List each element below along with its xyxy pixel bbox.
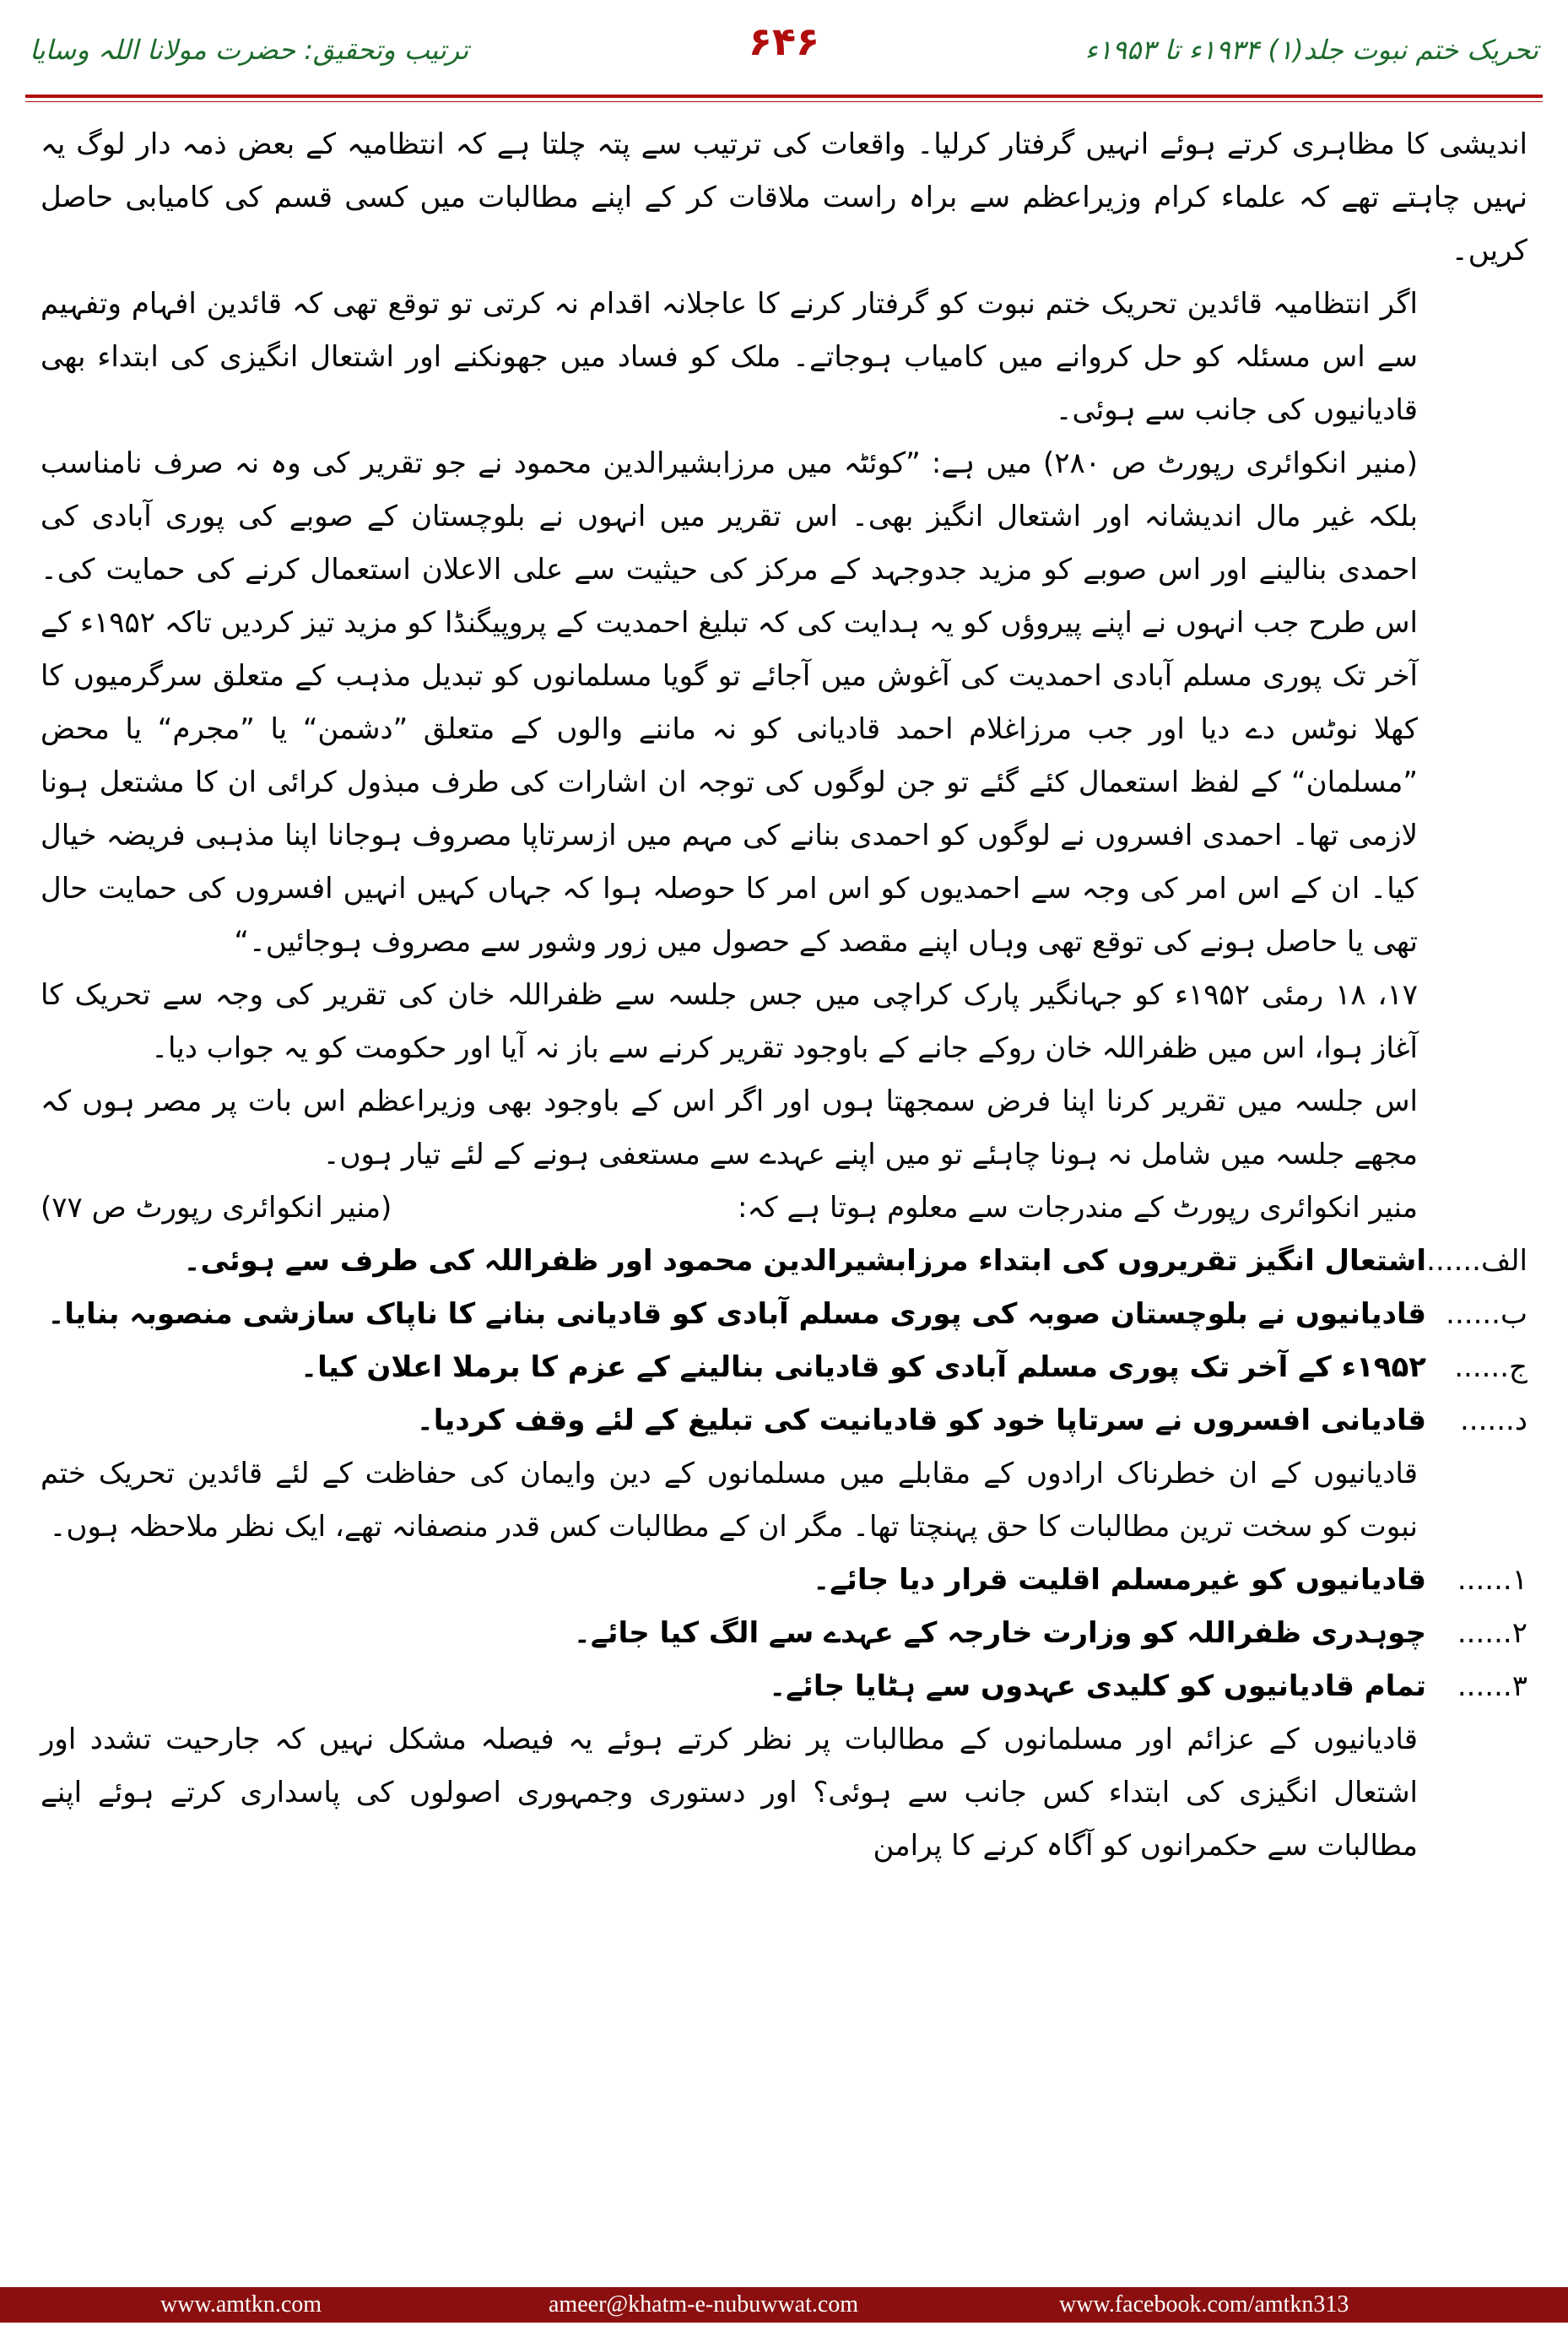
footer-website-link[interactable]: www.amtkn.com bbox=[160, 2291, 322, 2318]
quote-citation: (منیر انکوائری رپورٹ ص ۷۷) bbox=[41, 1191, 392, 1225]
list-marker: الف...... bbox=[1426, 1244, 1527, 1278]
paragraph-6: منیر انکوائری رپورٹ کے مندرجات سے معلوم ہوتا ہے کہ: bbox=[737, 1191, 1418, 1225]
findings-list bbox=[41, 1235, 1527, 1447]
page-footer bbox=[0, 2287, 1568, 2323]
list-marker: ۳...... bbox=[1457, 1669, 1527, 1703]
list-marker: ۱...... bbox=[1457, 1563, 1527, 1597]
report-quote: (منیر انکوائری رپورٹ ص ۲۸۰) میں ہے: ”کوئٹہ میں مرزابشیرالدین محمود نے جو تقریر کی وہ نہ صرف نامناسب بلکہ غیر مال اندیشانہ اور اشتعال انگیز بھی۔ اس تقریر میں انہوں نے بلوچستان کے صوبے کی پوری آبادی کی احمدی بنالینے اور اس صوبے کو مزید جدوجہد کے مرکز کی حیثیت سے علی الاعلان استعمال کرنے کی حمایت کی۔ اس طرح جب انہوں نے اپنے پیروؤں کو یہ ہدایت کی کہ تبلیغ احمدیت کے پروپیگنڈا کو مزید تیز کردیں تاکہ ۱۹۵۲ء کے آخر تک پوری مسلم آبادی احمدیت کی آغوش میں آجائے تو گویا مسلمانوں کو تبدیل مذہب کے متعلق سرگرمیوں کا کھلا نوٹس دے دیا اور جب مرزاغلام احمد قادیانی کو نہ ماننے والوں کے متعلق ”دشمن“ یا ”مجرم“ یا محض ”مسلمان“ کے لفظ استعمال کئے گئے تو جن لوگوں کی توجہ ان اشارات کی طرف مبذول کرائی ان کا مشتعل ہونا لازمی تھا۔ احمدی افسروں نے لوگوں کو احمدی بنانے کی مہم میں ازسرتاپا مصروف ہوجانا اپنا مذہبی فریضہ خیال کیا۔ ان کے اس امر کی وجہ سے احمدیوں کو اس امر کا حوصلہ ہوا کہ جہاں کہیں انہیں افسروں کی حمایت حال تھی یا حاصل ہونے کی توقع تھی وہاں اپنے مقصد کے حصول میں زور وشور سے مصروف ہوجائیں۔“ bbox=[41, 446, 1419, 959]
list-text: چوہدری ظفراللہ کو وزارت خارجہ کے عہدے سے الگ کیا جائے۔ bbox=[573, 1616, 1426, 1650]
paragraph-7: قادیانیوں کے ان خطرناک ارادوں کے مقابلے میں مسلمانوں کے دین وایمان کی حفاظت کے لئے قائدین تحریک ختم نبوت کو سخت ترین مطالبات کا حق پہنچتا تھا۔ مگر ان کے مطالبات کس قدر منصفانہ تھے، ایک نظر ملاحظہ ہوں۔ bbox=[41, 1457, 1418, 1544]
list-text: قادیانیوں کو غیرمسلم اقلیت قرار دیا جائے۔ bbox=[813, 1563, 1426, 1597]
demands-list bbox=[41, 1554, 1527, 1713]
list-item bbox=[41, 1341, 1527, 1394]
list-item bbox=[41, 1660, 1527, 1713]
header-divider bbox=[25, 95, 1543, 98]
list-item bbox=[41, 1288, 1527, 1341]
footer-email-link[interactable]: ameer@khatm-e-nubuwwat.com bbox=[549, 2291, 859, 2318]
list-item bbox=[41, 1394, 1527, 1447]
list-marker: ۲...... bbox=[1457, 1616, 1527, 1650]
page-number: ۶۴۶ bbox=[748, 19, 820, 64]
paragraph-4: ۱۷، ۱۸ رمئی ۱۹۵۲ء کو جہانگیر پارک کراچی میں جس جلسہ سے ظفراللہ خان کی تقریر کی وجہ سے تحریک کا آغاز ہوا، اس میں ظفراللہ خان روکے جانے کے باوجود تقریر کرنے سے باز نہ آیا اور حکومت کو یہ جواب دیا۔ bbox=[41, 978, 1418, 1065]
paragraph-8: قادیانیوں کے عزائم اور مسلمانوں کے مطالبات پر نظر کرتے ہوئے یہ فیصلہ مشکل نہیں کہ جارحیت تشدد اور اشتعال انگیزی کی ابتداء کس جانب سے ہوئی؟ اور دستوری وجمہوری اصولوں کی پاسداری کرتے ہوئے اپنے مطالبات سے حکمرانوں کو آگاہ کرنے کا پرامن bbox=[41, 1723, 1418, 1863]
page-header bbox=[30, 19, 1538, 89]
page-body bbox=[41, 118, 1527, 2262]
list-marker: ج...... bbox=[1454, 1350, 1527, 1384]
quote-text: اس جلسہ میں تقریر کرنا اپنا فرض سمجھتا ہوں اور اگر اس کے باوجود بھی وزیراعظم اس بات پر مصر ہوں کہ مجھے جلسہ میں شامل نہ ہونا چاہئے تو میں اپنے عہدے سے مستعفی ہونے کے لئے تیار ہوں۔ bbox=[41, 1084, 1418, 1171]
list-item bbox=[41, 1235, 1527, 1288]
list-text: قادیانی افسروں نے سرتاپا خود کو قادیانیت کی تبلیغ کے لئے وقف کردیا۔ bbox=[416, 1404, 1426, 1437]
list-marker: ب...... bbox=[1446, 1297, 1527, 1331]
compiler-credit: ترتیب وتحقیق: حضرت مولانا اللہ وسایا bbox=[30, 34, 469, 66]
list-item bbox=[41, 1554, 1527, 1607]
list-item bbox=[41, 1607, 1527, 1660]
list-text: اشتعال انگیز تقریروں کی ابتداء مرزابشیرالدین محمود اور ظفراللہ کی طرف سے ہوئی۔ bbox=[183, 1244, 1426, 1278]
list-text: تمام قادیانیوں کو کلیدی عہدوں سے ہٹایا جائے۔ bbox=[769, 1669, 1426, 1703]
book-title: تحریک ختم نبوت جلد(۱) ۱۹۳۴ء تا ۱۹۵۳ء bbox=[1084, 34, 1538, 66]
paragraph-2: اگر انتظامیہ قائدین تحریک ختم نبوت کو گرفتار کرنے کا عاجلانہ اقدام نہ کرتی تو توقع تھی کہ قائدین افہام وتفہیم سے اس مسئلہ کو حل کروانے میں کامیاب ہوجاتے۔ ملک کو فساد میں جھونکنے اور اشتعال انگیزی کی ابتداء بھی قادیانیوں کی جانب سے ہوئی۔ bbox=[41, 287, 1418, 427]
paragraph-1: اندیشی کا مظاہری کرتے ہوئے انہیں گرفتار کرلیا۔ واقعات کی ترتیب سے پتہ چلتا ہے کہ انتظامیہ کے بعض ذمہ دار لوگ یہ نہیں چاہتے تھے کہ علماء کرام وزیراعظم سے براہ راست ملاقات کر کے اپنے مطالبات میں کسی قسم کی کامیابی حاصل کریں۔ bbox=[41, 127, 1527, 268]
list-marker: د...... bbox=[1460, 1404, 1527, 1437]
list-text: ۱۹۵۲ء کے آخر تک پوری مسلم آبادی کو قادیانی بنالینے کے عزم کا برملا اعلان کیا۔ bbox=[300, 1350, 1426, 1384]
footer-facebook-link[interactable]: www.facebook.com/amtkn313 bbox=[1059, 2291, 1349, 2318]
header-divider-thin bbox=[25, 101, 1543, 102]
list-text: قادیانیوں نے بلوچستان صوبہ کی پوری مسلم آبادی کو قادیانی بنانے کا ناپاک سازشی منصوبہ بنایا۔ bbox=[47, 1297, 1426, 1331]
